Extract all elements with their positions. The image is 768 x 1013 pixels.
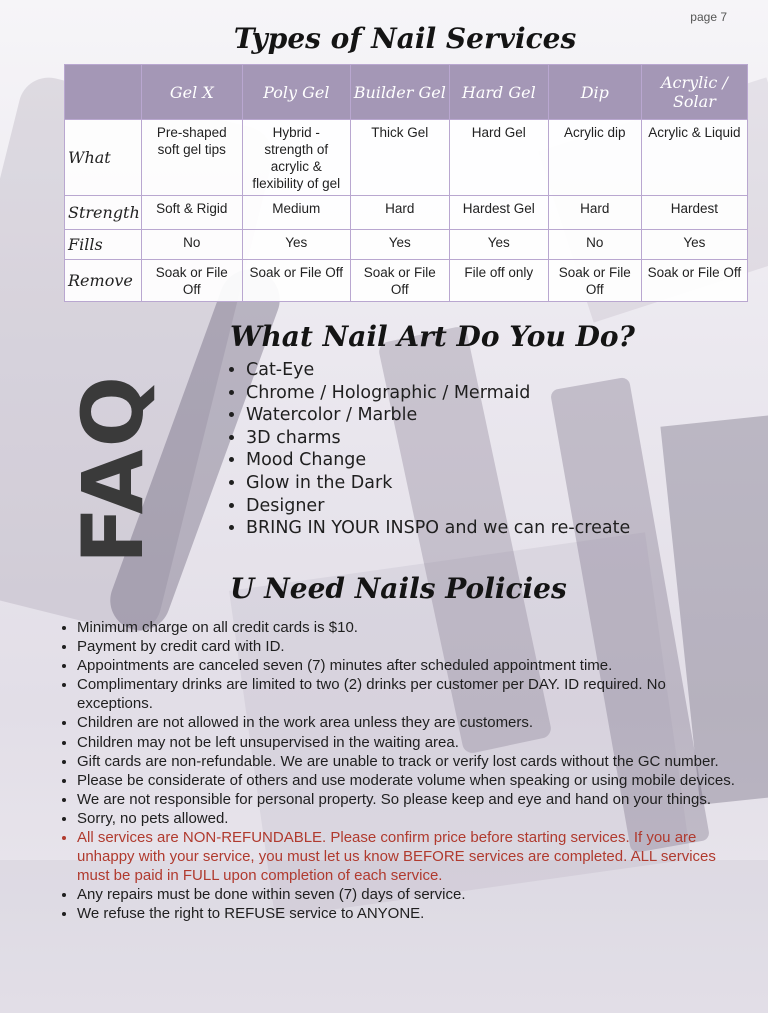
table-cell: Soak or File Off xyxy=(350,260,449,302)
column-header: Poly Gel xyxy=(242,65,350,120)
policy-item: • Children are not allowed in the work area unless they are customers. xyxy=(77,713,737,732)
table-cell: Yes xyxy=(449,230,548,260)
policies-heading: U Need Nails Policies xyxy=(230,572,567,605)
page-number: page 7 xyxy=(690,10,727,24)
table-corner-cell xyxy=(65,65,142,120)
list-item: • BRING IN YOUR INSPO and we can re-create xyxy=(246,517,630,540)
table-row xyxy=(65,260,748,302)
policy-item: • We refuse the right to REFUSE service to ANYONE. xyxy=(77,904,737,923)
policy-item: • Sorry, no pets allowed. xyxy=(77,809,737,828)
table-cell: No xyxy=(141,230,242,260)
table-cell: Soak or File Off xyxy=(141,260,242,302)
table-cell: Yes xyxy=(350,230,449,260)
nail-art-heading: What Nail Art Do You Do? xyxy=(230,320,635,353)
table-row xyxy=(65,230,748,260)
table-cell: Medium xyxy=(242,196,350,230)
list-item: • 3D charms xyxy=(246,427,630,450)
table-cell: Soak or File Off xyxy=(641,260,747,302)
table-row xyxy=(65,196,748,230)
table-cell: Yes xyxy=(242,230,350,260)
policy-item-refund-warning: • All services are NON-REFUNDABLE. Please confirm price before starting services. If you are unhappy with your service, you must let us know BEFORE services are completed. ALL services must be paid in FULL upon completion of each service. xyxy=(77,828,737,885)
list-item: • Mood Change xyxy=(246,449,630,472)
column-header: Acrylic / Solar xyxy=(641,65,747,120)
policy-item: • Complimentary drinks are limited to two (2) drinks per customer per DAY. ID required. No exceptions. xyxy=(77,675,737,713)
column-header: Dip xyxy=(548,65,641,120)
policy-item: • Appointments are canceled seven (7) minutes after scheduled appointment time. xyxy=(77,656,737,675)
services-table xyxy=(64,64,748,302)
table-cell: Soak or File Off xyxy=(548,260,641,302)
list-item: • Designer xyxy=(246,495,630,518)
table-cell: Yes xyxy=(641,230,747,260)
list-item: • Chrome / Holographic / Mermaid xyxy=(246,382,630,405)
list-item: • Watercolor / Marble xyxy=(246,404,630,427)
nail-art-list xyxy=(228,359,630,540)
table-cell: Soak or File Off xyxy=(242,260,350,302)
table-cell: Thick Gel xyxy=(350,120,449,196)
table-cell: Hard Gel xyxy=(449,120,548,196)
table-cell: No xyxy=(548,230,641,260)
list-item: • Cat-Eye xyxy=(246,359,630,382)
policy-item: • Children may not be left unsupervised in the waiting area. xyxy=(77,733,737,752)
table-cell: Hardest Gel xyxy=(449,196,548,230)
policy-item: • Gift cards are non-refundable. We are unable to track or verify lost cards without the GC number. xyxy=(77,752,737,771)
table-header-row xyxy=(65,65,748,120)
table-cell: Acrylic & Liquid xyxy=(641,120,747,196)
row-label: Strength xyxy=(65,196,142,230)
policy-item: • Minimum charge on all credit cards is $10. xyxy=(77,618,737,637)
table-cell: Hard xyxy=(548,196,641,230)
policy-item: • We are not responsible for personal property. So please keep and eye and hand on your things. xyxy=(77,790,737,809)
column-header: Gel X xyxy=(141,65,242,120)
table-cell: Hard xyxy=(350,196,449,230)
policy-item: • Please be considerate of others and use moderate volume when speaking or using mobile devices. xyxy=(77,771,737,790)
row-label: Fills xyxy=(65,230,142,260)
table-cell: Soft & Rigid xyxy=(141,196,242,230)
table-row xyxy=(65,120,748,196)
table-cell: Hardest xyxy=(641,196,747,230)
list-item: • Glow in the Dark xyxy=(246,472,630,495)
table-cell: File off only xyxy=(449,260,548,302)
faq-vertical-label xyxy=(58,364,168,574)
policy-item: • Payment by credit card with ID. xyxy=(77,637,737,656)
column-header: Hard Gel xyxy=(449,65,548,120)
table-cell: Pre-shaped soft gel tips xyxy=(141,120,242,196)
column-header: Builder Gel xyxy=(350,65,449,120)
row-label: What xyxy=(65,120,142,196)
policy-item: • Any repairs must be done within seven (7) days of service. xyxy=(77,885,737,904)
policies-list xyxy=(60,618,737,924)
table-cell: Acrylic dip xyxy=(548,120,641,196)
table-cell: Hybrid - strength of acrylic & flexibility of gel xyxy=(242,120,350,196)
faq-text: FAQ xyxy=(64,373,162,565)
page-title: Types of Nail Services xyxy=(233,22,577,55)
row-label: Remove xyxy=(65,260,142,302)
